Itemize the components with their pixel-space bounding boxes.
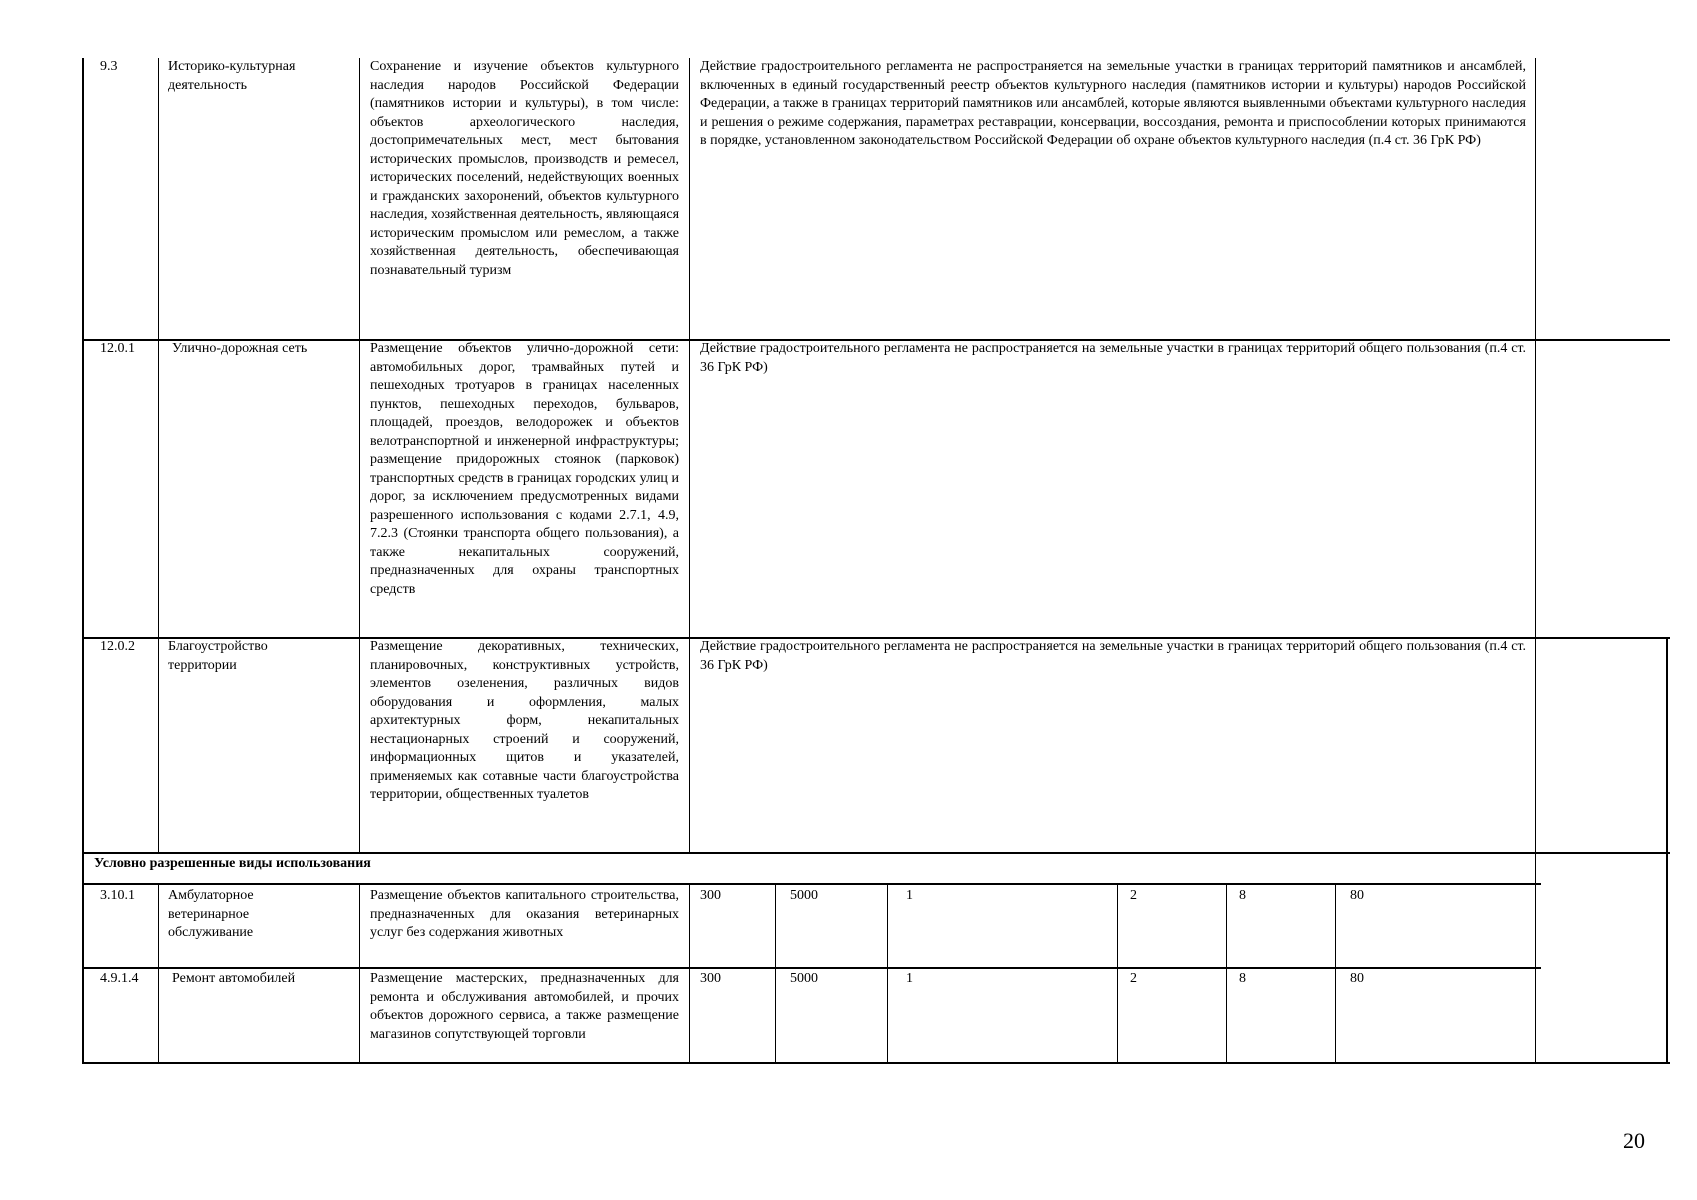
page-number: 20 xyxy=(1623,1128,1645,1153)
section-border-bottom xyxy=(83,883,1541,885)
row-description: Размещение объектов улично-дорожной сети: автомобильных дорог, трамвайных путей и пешеходных тротуаров в границах населенных пунктов, пешеходных переходов, бульваров, площадей, проездов, велодорожек и объектов велотранспортной и инженерной инфраструктуры; размещение придорожных стоянок (парковок) транспортных средств в границах городских улиц и дорог, за исключением предусмотренных видами разрешенного использования с кодами 2.7.1, 4.9, 7.2.3 (Стоянки транспорта общего пользования), а также некапитальных сооружений, предназначенных для охраны транспортных средств xyxy=(370,341,679,597)
col-border-v5 xyxy=(1226,884,1227,1064)
row-description: Размещение объектов капитального строительства, предназначенных для оказания ветеринарных услуг без содержания животных xyxy=(370,888,679,940)
section-border-top xyxy=(83,852,1670,854)
row-description: Сохранение и изучение объектов культурного наследия народов Российской Федерации (памятников истории и культуры), в том числе: объектов археологического наследия, достопримечательных мест, мест бытования исторических промыслов, производств и ремесел, исторических поселений, недействующих военных и гражданских захоронений, объектов культурного наследия, хозяйственная деятельность, являющаяся историческим промыслом или ремеслом, а также хозяйственная деятельность, обеспечивающая познавательный туризм xyxy=(370,59,680,278)
row-note: Действие градостроительного регламента не распространяется на земельные участки в границах территорий памятников и ансамблей, включенных в единый государственный реестр объектов культурного наследия (памятников истории и культуры) народов Российской Федерации, а также в границах территорий памятников или ансамблей, которые являются выявленными объектами культурного наследия и решения о режиме содержания, параметрах реставрации, консервации, воссоздания, ремонта и приспособлении которых принимаются в порядке, установленном законодательством Российской Федерации об охране объектов культурного наследия (п.4 ст. 36 ГрК РФ) xyxy=(700,59,1526,148)
table-bottom-border xyxy=(83,1062,1670,1064)
row-name: Благоустройство территории xyxy=(168,639,268,673)
max-area-value: 5000 xyxy=(790,971,818,986)
row-name: Улично-дорожная сеть xyxy=(172,341,308,356)
min-area-value: 300 xyxy=(700,971,721,986)
max-area-value: 5000 xyxy=(790,888,818,903)
row-name: Историко-культурная деятельность xyxy=(168,59,296,93)
col-border-v6 xyxy=(1335,884,1336,1064)
col-border-code xyxy=(158,58,159,852)
row-code: 12.0.2 xyxy=(100,639,135,654)
col-border-v2 xyxy=(775,884,776,1064)
col-border-code-cond xyxy=(158,884,159,1064)
section-header: Условно разрешенные виды использования xyxy=(94,856,371,871)
floors-value: 2 xyxy=(1130,971,1137,986)
col-border-v3 xyxy=(887,884,888,1064)
coverage-value: 80 xyxy=(1350,888,1364,903)
table-left-border xyxy=(82,58,84,1064)
row-name: Амбулаторное ветеринарное обслуживание xyxy=(168,888,254,940)
row-description: Размещение мастерских, предназначенных для ремонта и обслуживания автомобилей, и прочих объектов дорожного сервиса, а также размещение магазинов сопутствующей торговли xyxy=(370,971,679,1042)
col-border-name xyxy=(359,58,360,852)
height-value: 8 xyxy=(1239,888,1246,903)
row-border-4-9-1-4 xyxy=(83,967,1541,969)
coverage-value: 80 xyxy=(1350,971,1364,986)
col-border-extra xyxy=(1535,58,1536,1064)
row-code: 12.0.1 xyxy=(100,341,135,356)
setback-value: 1 xyxy=(906,971,913,986)
row-code: 3.10.1 xyxy=(100,888,135,903)
row-code: 9.3 xyxy=(100,59,118,74)
floors-value: 2 xyxy=(1130,888,1137,903)
row-note: Действие градостроительного регламента не распространяется на земельные участки в границах территорий общего пользования (п.4 ст. 36 ГрК РФ) xyxy=(700,341,1526,375)
col-border-name-cond xyxy=(359,884,360,1064)
row-code: 4.9.1.4 xyxy=(100,971,139,986)
height-value: 8 xyxy=(1239,971,1246,986)
col-border-desc-cond xyxy=(689,884,690,1064)
table-right-border xyxy=(1666,637,1668,1064)
row-description: Размещение декоративных, технических, планировочных, конструктивных устройств, элементов озеленения, различных видов оборудования и оформления, малых архитектурных форм, некапитальных нестационарных строений и сооружений, информационных щитов и указателей, применяемых как сотавные части благоустройства территории, общественных туалетов xyxy=(370,639,679,802)
setback-value: 1 xyxy=(906,888,913,903)
row-note: Действие градостроительного регламента не распространяется на земельные участки в границах территорий общего пользования (п.4 ст. 36 ГрК РФ) xyxy=(700,639,1526,673)
min-area-value: 300 xyxy=(700,888,721,903)
row-name: Ремонт автомобилей xyxy=(172,971,296,986)
col-border-v4 xyxy=(1117,884,1118,1064)
col-border-desc xyxy=(689,58,690,852)
